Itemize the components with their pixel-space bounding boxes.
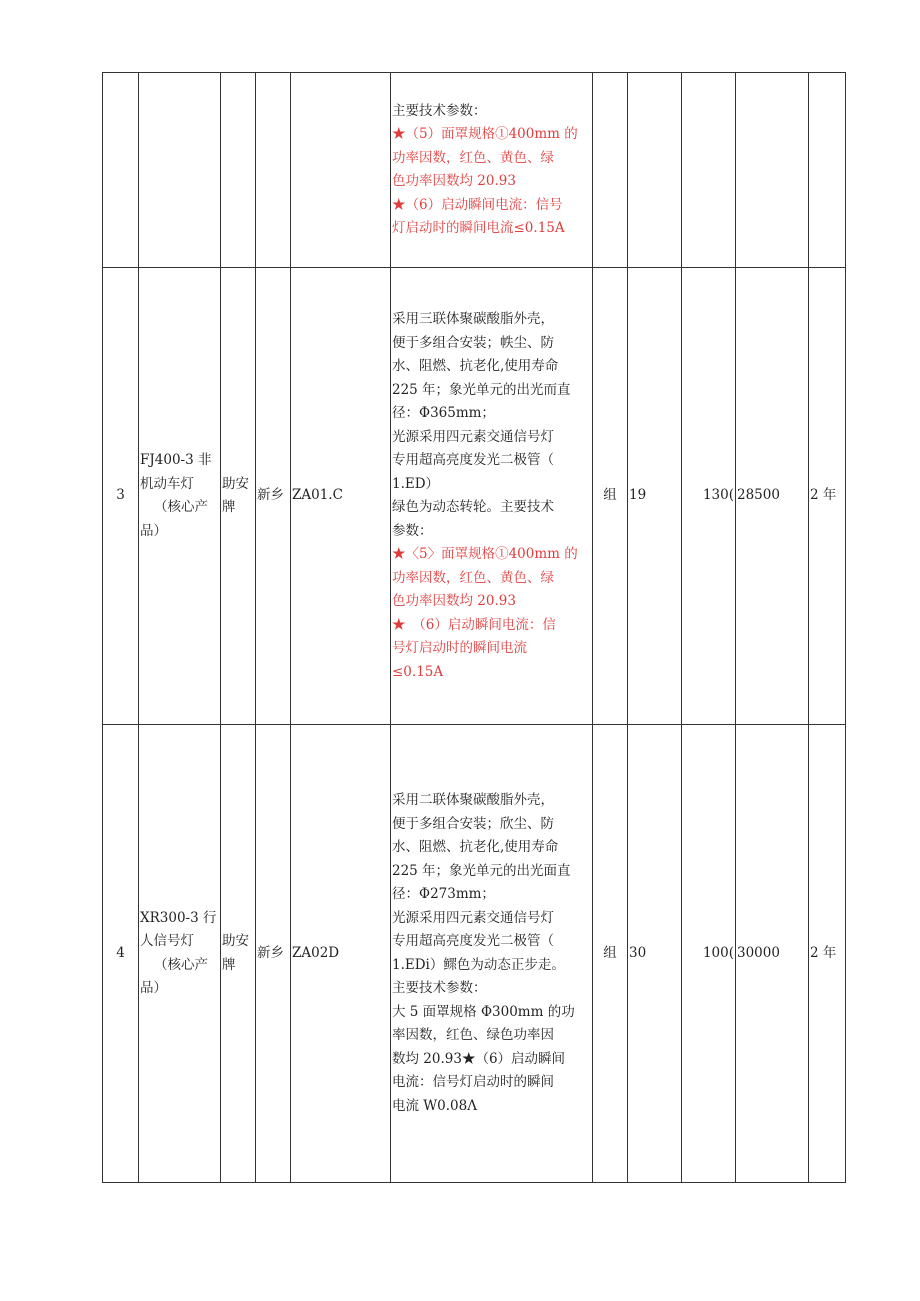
item-number-cell: 4: [103, 725, 139, 1183]
spec-line: 主要技术参数：: [392, 980, 487, 996]
key-spec-line: ★ （6）启动瞬间电流：信: [392, 616, 556, 633]
product-name-line: 机动车灯: [140, 475, 194, 492]
spec-line: 率因数，红色、绿色功率因: [392, 1027, 554, 1043]
model-cell: ZA02D: [291, 725, 391, 1183]
unit-price-cell: [682, 73, 736, 268]
spec-line: 225 年；象光单元的出光面直: [392, 862, 571, 879]
origin-cell: [256, 73, 291, 268]
tech-spec-cell: [391, 725, 593, 1183]
table-row: [103, 73, 846, 268]
spec-line: 光源采用四元素交通信号灯: [392, 428, 554, 445]
model-cell: [291, 73, 391, 268]
quantity-cell: 19: [628, 268, 682, 725]
unit-price-cell: 130(: [682, 268, 736, 725]
warranty-cell: 2 年: [809, 725, 846, 1183]
spec-line: 225 年；象光单元的出光而直: [392, 381, 571, 398]
unit-cell: 组: [593, 268, 628, 725]
spec-line: 水、阻燃、抗老化,使用寿命: [392, 839, 559, 855]
table-row: [103, 725, 846, 1183]
product-name-line: XR300-3 行: [140, 909, 217, 926]
product-name-line: 品）: [140, 522, 167, 539]
warranty-cell: [809, 73, 846, 268]
spec-line: 专用超高亮度发光二极管（: [392, 452, 554, 468]
spec-line: 1.EDi）鳏色为动态正步走。: [392, 956, 565, 973]
product-name-line: （核心产: [154, 956, 208, 973]
product-name-line: FJ400-3 非: [140, 452, 212, 468]
unit-cell: 组: [593, 725, 628, 1183]
tech-spec-cell: [391, 73, 593, 268]
key-spec-line: 功率因数，红色、黄色、绿: [392, 149, 554, 166]
spec-line: 专用超高亮度发光二极管（: [392, 933, 554, 949]
spec-line: 便于多组合安装；帙尘、防: [392, 334, 554, 351]
key-spec-line: 功率因数，红色、黄色、绿: [392, 569, 554, 586]
unit-cell: [593, 73, 628, 268]
product-name-cell: [139, 725, 221, 1183]
table-row: [103, 268, 846, 725]
product-spec-table: [102, 72, 846, 1183]
product-name-line: 品）: [140, 980, 167, 996]
key-spec-line: 号灯启动时的瞬间电流: [392, 640, 527, 656]
key-spec-line: ★〈5〉面罩规格①400mm 的: [392, 546, 578, 562]
key-spec-line: 色功率因数均 20.93: [392, 173, 516, 189]
spec-line: 径：Φ273mm；: [392, 886, 495, 902]
product-name-line: 人信号灯: [140, 933, 194, 949]
total-price-cell: 30000: [736, 725, 809, 1183]
brand-cell: 助安牌: [221, 725, 256, 1183]
spec-line: 光源采用四元素交通信号灯: [392, 909, 554, 926]
brand-cell: 助安牌: [221, 268, 256, 725]
spec-line: 主要技术参数：: [392, 102, 487, 119]
key-spec-line: 色功率因数均 20.93: [392, 593, 516, 609]
spec-line: 径：Φ365mm；: [392, 405, 495, 421]
spec-line: 电流：信号灯启动时的瞬间: [392, 1074, 554, 1090]
item-number-cell: 3: [103, 268, 139, 725]
spec-line: 绿色为动态转轮。主要技术: [392, 499, 554, 515]
tech-spec-cell: [391, 268, 593, 725]
product-name-line: （核心产: [154, 499, 208, 515]
unit-price-cell: 100(: [682, 725, 736, 1183]
warranty-cell: 2 年: [809, 268, 846, 725]
total-price-cell: [736, 73, 809, 268]
spec-line: 采用二联体聚碳酸脂外壳，: [392, 792, 554, 808]
spec-line: 采用三联体聚碳酸脂外壳，: [392, 311, 554, 327]
quantity-cell: 30: [628, 725, 682, 1183]
total-price-cell: 28500: [736, 268, 809, 725]
product-name-cell: [139, 268, 221, 725]
spec-line: 大 5 面罩规格 Φ300mm 的功: [392, 1003, 575, 1020]
item-number-cell: [103, 73, 139, 268]
spec-line: 水、阻燃、抗老化,使用寿命: [392, 358, 559, 374]
model-cell: ZA01.C: [291, 268, 391, 725]
origin-cell: 新乡: [256, 725, 291, 1183]
brand-cell: [221, 73, 256, 268]
origin-cell: 新乡: [256, 268, 291, 725]
key-spec-line: ★（5）面罩规格①400mm 的: [392, 126, 578, 142]
table-body: [103, 73, 846, 1183]
spec-line: 参数：: [392, 522, 433, 539]
product-name-cell: [139, 73, 221, 268]
spec-line: 电流 W0.08Λ: [392, 1097, 477, 1114]
spec-line: 便于多组合安装；欣尘、防: [392, 815, 554, 832]
key-spec-line: ≤0.15A: [392, 663, 444, 680]
spec-line: 数均 20.93★（6）启动瞬间: [392, 1050, 566, 1067]
spec-line: 1.ED）: [392, 475, 440, 492]
quantity-cell: [628, 73, 682, 268]
key-spec-line: 灯启动时的瞬间电流≤0.15A: [392, 220, 565, 236]
key-spec-line: ★（6）启动瞬间电流：信号: [392, 196, 563, 213]
